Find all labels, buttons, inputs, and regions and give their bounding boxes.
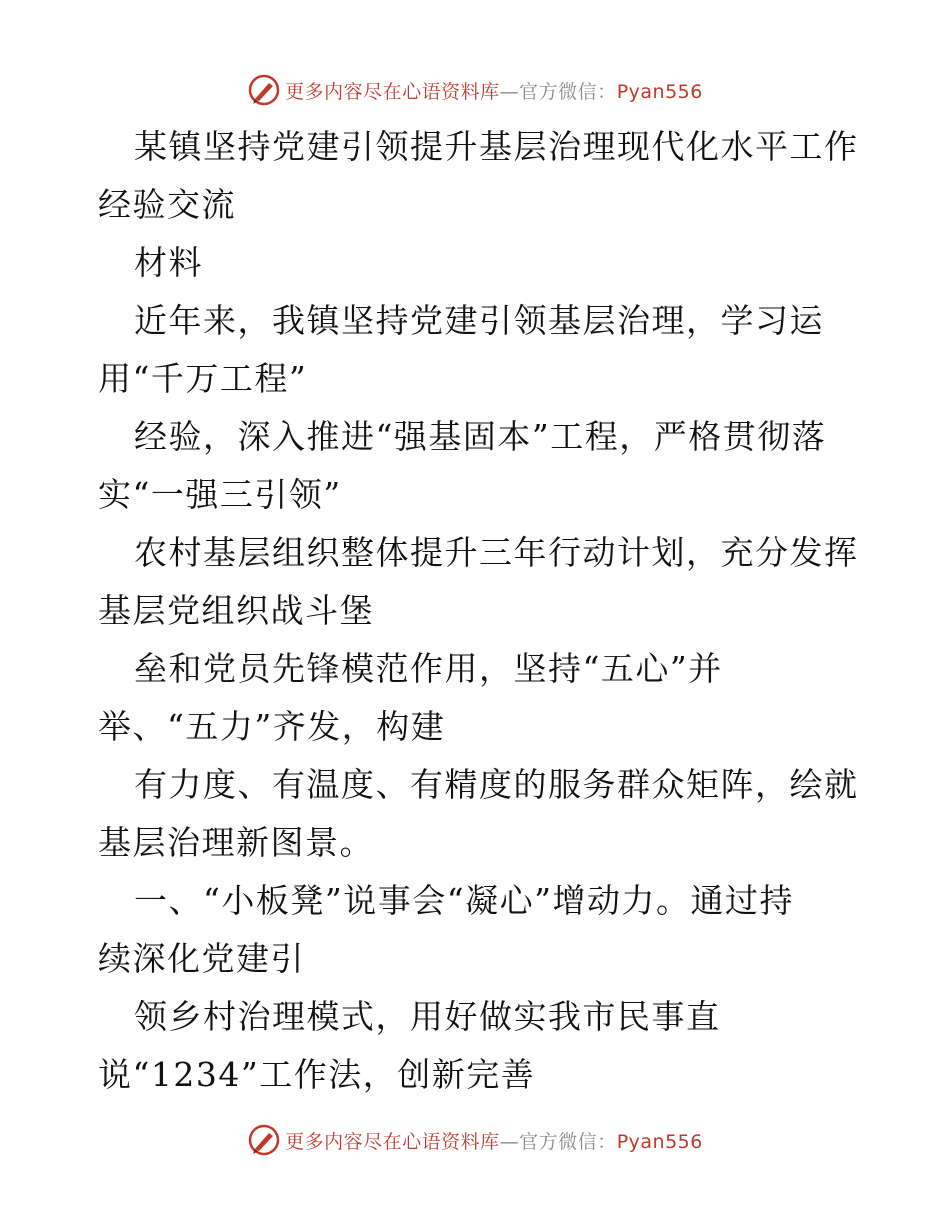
pen-circle-logo-icon xyxy=(247,73,281,107)
header-banner-title: 更多内容尽在心语资料库 xyxy=(285,80,500,103)
footer-banner-wechat-label: 官方微信： xyxy=(519,1130,617,1153)
doc-paragraph-line: 领乡村治理模式，用好做实我市民事直 xyxy=(134,997,721,1036)
footer-banner-text xyxy=(285,1127,703,1154)
doc-section-heading-line: 一、“小板凳”说事会“凝心”增动力。通过持 xyxy=(134,881,794,920)
doc-title-line-1: 某镇坚持党建引领提升基层治理现代化水平工作 xyxy=(134,127,859,166)
doc-title-line-2: 经验交流 xyxy=(98,185,236,224)
footer-banner-wechat-id: Pyan556 xyxy=(616,1130,703,1153)
doc-paragraph-line: 农村基层组织整体提升三年行动计划，充分发挥 xyxy=(134,533,859,572)
doc-paragraph-line: 说“1234”工作法，创新完善 xyxy=(98,1055,536,1094)
doc-paragraph-line: 经验，深入推进“强基固本”工程，严格贯彻落 xyxy=(134,417,827,456)
header-banner xyxy=(0,68,950,112)
doc-paragraph-line: 基层治理新图景。 xyxy=(98,823,374,862)
footer-banner-title: 更多内容尽在心语资料库 xyxy=(285,1130,500,1153)
footer-banner xyxy=(0,1118,950,1162)
header-banner-wechat-id: Pyan556 xyxy=(616,80,703,103)
footer-banner-separator: — xyxy=(499,1130,520,1153)
header-banner-text xyxy=(285,77,703,104)
header-banner-wechat-label: 官方微信： xyxy=(519,80,617,103)
doc-paragraph-line: 基层党组织战斗堡 xyxy=(98,591,374,630)
doc-paragraph-line: 有力度、有温度、有精度的服务群众矩阵，绘就 xyxy=(134,765,859,804)
doc-paragraph-line: 近年来，我镇坚持党建引领基层治理，学习运 xyxy=(134,301,824,340)
pen-circle-logo-icon xyxy=(247,1123,281,1157)
doc-paragraph-line: 举、“五力”齐发，构建 xyxy=(98,707,446,746)
doc-paragraph-line: 实“一强三引领” xyxy=(98,475,342,514)
doc-paragraph-line: 续深化党建引 xyxy=(98,939,305,978)
doc-paragraph-line: 用“千万工程” xyxy=(98,359,308,398)
header-banner-separator: — xyxy=(499,80,520,103)
document-body xyxy=(98,118,858,1104)
doc-paragraph-line: 垒和党员先锋模范作用，坚持“五心”并 xyxy=(134,649,723,688)
doc-title-line-3: 材料 xyxy=(134,243,203,282)
